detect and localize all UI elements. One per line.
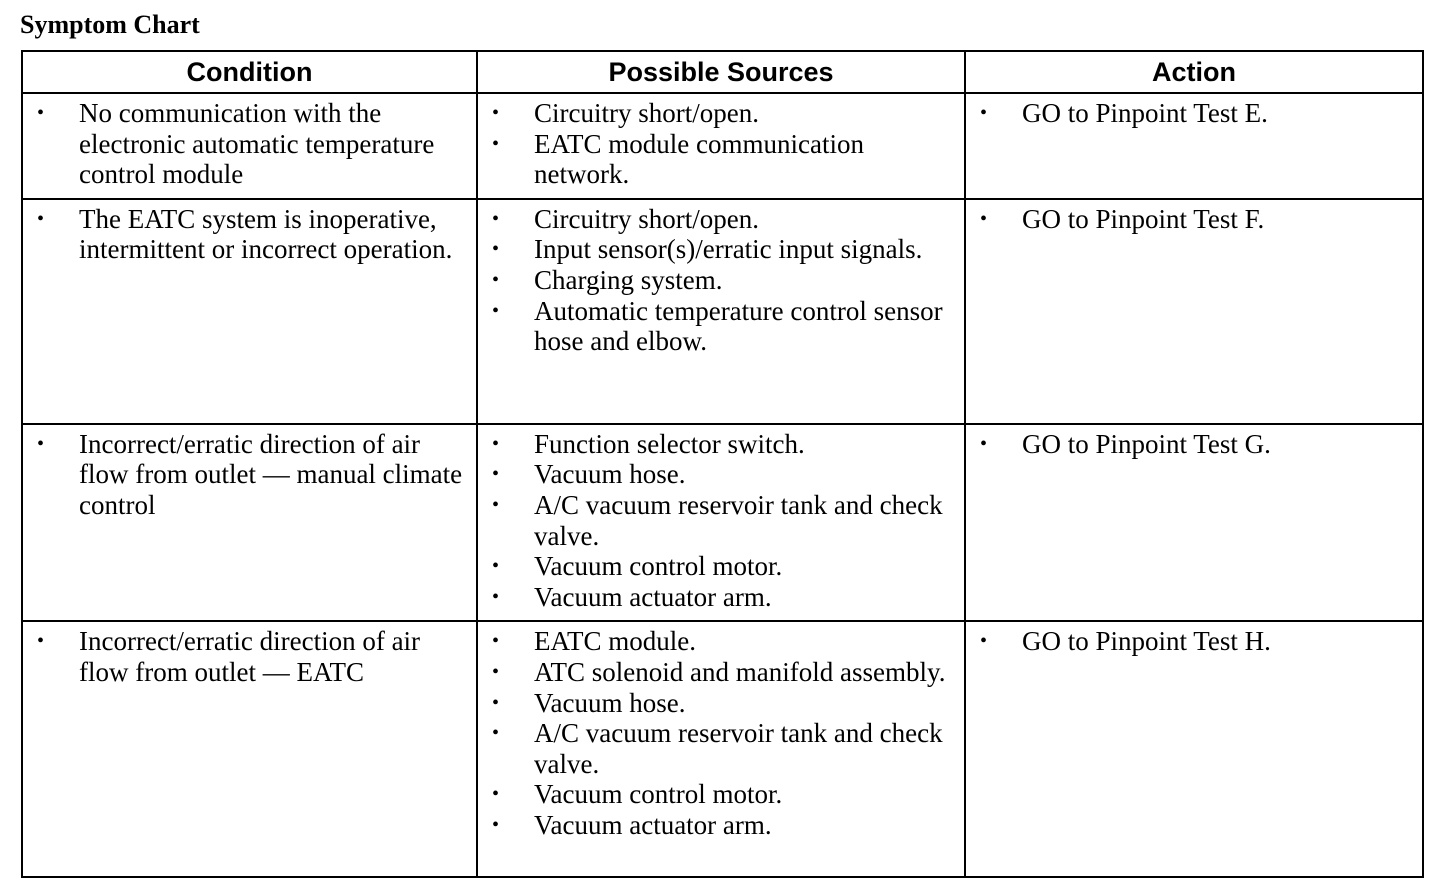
source-item: • ATC solenoid and manifold assembly. [478, 657, 958, 688]
source-item: • Vacuum actuator arm. [478, 810, 958, 841]
header-condition: Condition [22, 51, 477, 93]
header-action: Action [965, 51, 1423, 93]
source-item: • Vacuum actuator arm. [478, 582, 958, 613]
sources-cell [477, 424, 965, 622]
action-text: • GO to Pinpoint Test H. [966, 626, 1416, 657]
condition-text: • No communication with the electronic automatic temperature control module [23, 98, 470, 190]
action-cell [965, 199, 1423, 424]
source-item: • Vacuum hose. [478, 688, 958, 719]
table-row [22, 199, 1423, 424]
source-item: • Circuitry short/open. [478, 204, 958, 235]
condition-text: • Incorrect/erratic direction of air flow from outlet — EATC [23, 626, 470, 687]
source-item: • A/C vacuum reservoir tank and check valve. [478, 718, 958, 779]
symptom-table [21, 50, 1424, 878]
sources-cell [477, 93, 965, 199]
source-item: • Circuitry short/open. [478, 98, 958, 129]
table-row [22, 93, 1423, 199]
source-item: • EATC module. [478, 626, 958, 657]
sources-cell [477, 199, 965, 424]
condition-cell [22, 424, 477, 622]
condition-text: • Incorrect/erratic direction of air flow from outlet — manual climate control [23, 429, 470, 521]
condition-text: • The EATC system is inoperative, intermittent or incorrect operation. [23, 204, 470, 265]
action-cell [965, 424, 1423, 622]
condition-cell [22, 199, 477, 424]
source-item: • EATC module communication network. [478, 129, 958, 190]
source-item: • A/C vacuum reservoir tank and check valve. [478, 490, 958, 551]
source-item: • Vacuum control motor. [478, 779, 958, 810]
condition-cell [22, 93, 477, 199]
header-row [22, 51, 1423, 93]
source-item: • Vacuum hose. [478, 459, 958, 490]
page-title: Symptom Chart [20, 10, 200, 39]
action-text: • GO to Pinpoint Test F. [966, 204, 1416, 235]
source-item: • Vacuum control motor. [478, 551, 958, 582]
source-item: • Automatic temperature control sensor hose and elbow. [478, 296, 958, 357]
table-row [22, 621, 1423, 877]
action-text: • GO to Pinpoint Test G. [966, 429, 1416, 460]
source-item: • Function selector switch. [478, 429, 958, 460]
source-item: • Input sensor(s)/erratic input signals. [478, 234, 958, 265]
action-cell [965, 93, 1423, 199]
action-text: • GO to Pinpoint Test E. [966, 98, 1416, 129]
header-possible-sources: Possible Sources [477, 51, 965, 93]
action-cell [965, 621, 1423, 877]
table-row [22, 424, 1423, 622]
condition-cell [22, 621, 477, 877]
sources-cell [477, 621, 965, 877]
source-item: • Charging system. [478, 265, 958, 296]
